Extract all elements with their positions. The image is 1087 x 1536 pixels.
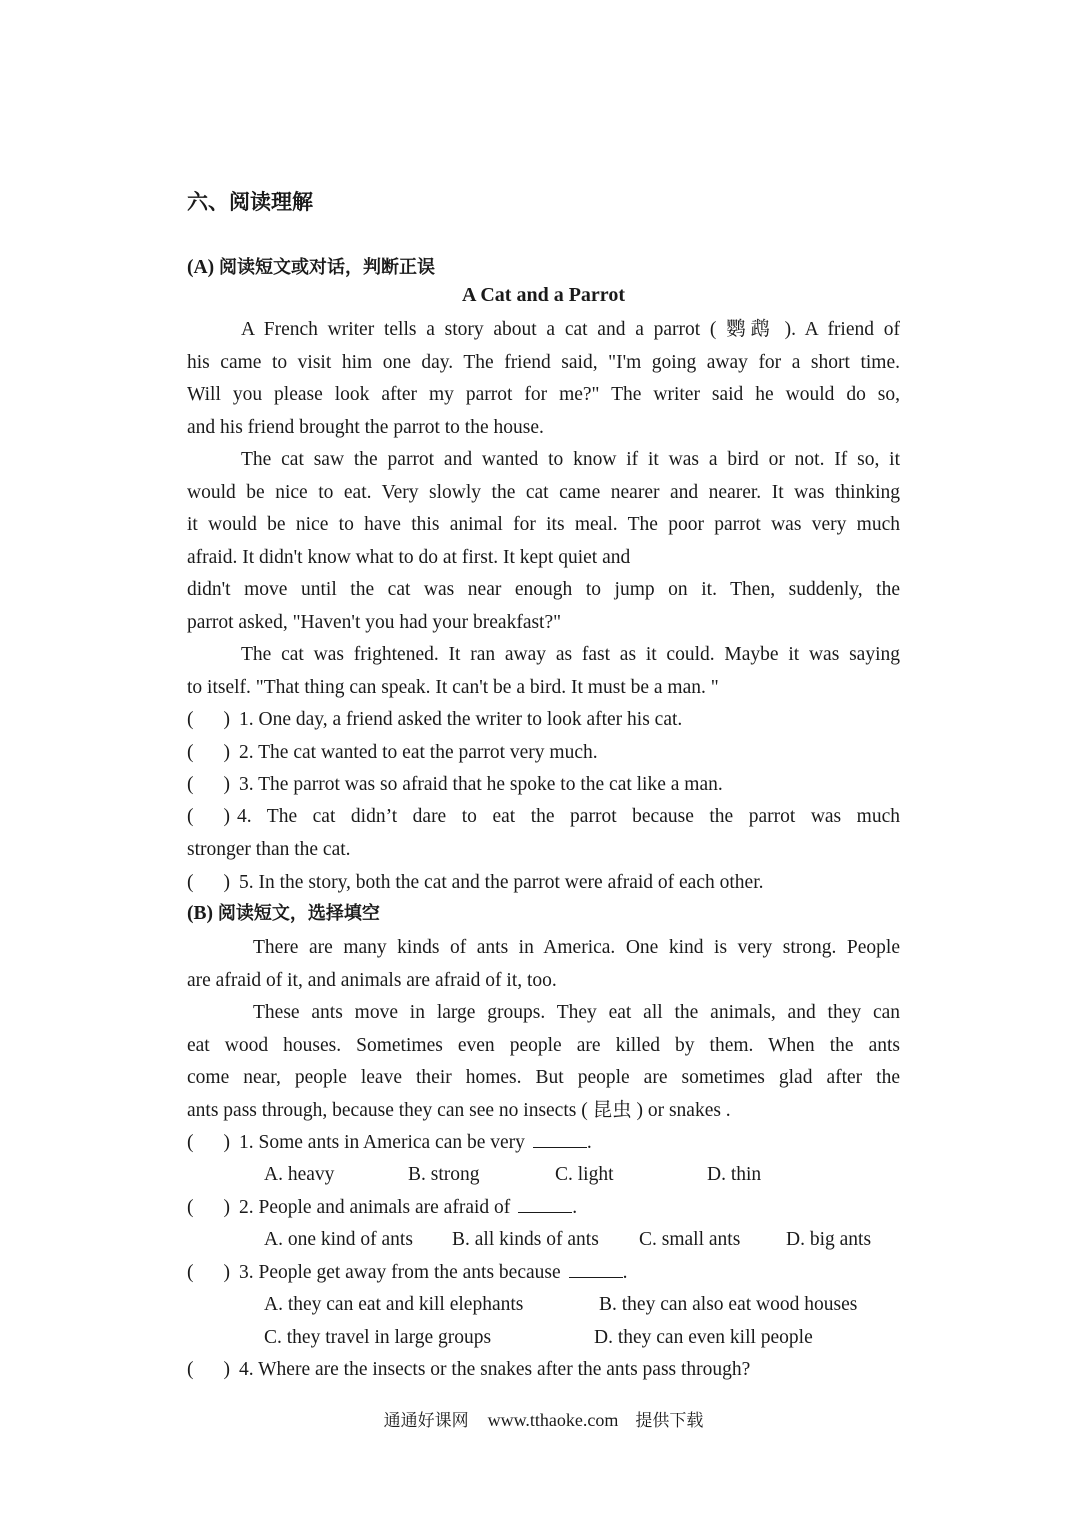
paragraph-line: There are many kinds of ants in America. One kind is very strong. People xyxy=(253,937,900,958)
option-b[interactable]: B. strong xyxy=(408,1164,480,1185)
question-text: 2. The cat wanted to eat the parrot very much. xyxy=(239,742,598,763)
paragraph-line: The cat was frightened. It ran away as fast as it could. Maybe it was saying xyxy=(241,644,900,665)
option-a[interactable]: A. heavy xyxy=(264,1164,335,1185)
answer-paren[interactable]: ( ) xyxy=(187,742,230,763)
paragraph-line: These ants move in large groups. They eat all the animals, and they can xyxy=(253,1002,900,1023)
question-text: 4. The cat didn’t dare to eat the parrot because the parrot was much xyxy=(237,806,900,827)
part-a-heading-prefix: (A) xyxy=(187,257,215,278)
story-title: A Cat and a Parrot xyxy=(462,284,625,306)
answer-paren[interactable]: ( ) xyxy=(187,1197,230,1218)
answer-blank[interactable] xyxy=(533,1129,587,1148)
option-d[interactable]: D. thin xyxy=(707,1164,762,1185)
choice-question-3: ( ) 3. People get away from the ants because . xyxy=(187,1257,628,1289)
paragraph-line: A French writer tells a story about a cat and a parrot ( 鹦鹉 ). A friend of xyxy=(241,319,900,340)
footer-site-name: 通通好课网 xyxy=(383,1411,469,1431)
paragraph-line: his came to visit him one day. The friend said, "I'm going away for a short time. xyxy=(187,351,900,373)
paragraph-line: it would be nice to have this animal for its meal. The poor parrot was very much xyxy=(187,514,900,536)
choice-question-2: ( ) 2. People and animals are afraid of . xyxy=(187,1192,577,1224)
paragraph-line: The cat saw the parrot and wanted to know if it was a bird or not. If so, it xyxy=(241,449,900,470)
paragraph-line: ants pass through, because they can see no insects ( 昆虫 ) or snakes . xyxy=(187,1099,731,1121)
option-b[interactable]: B. they can also eat wood houses xyxy=(599,1294,858,1315)
part-b-heading-prefix: (B) xyxy=(187,903,213,924)
option-c[interactable]: C. small ants xyxy=(639,1229,741,1250)
true-false-question-5 xyxy=(187,867,763,899)
question-text-continued: stronger than the cat. xyxy=(187,838,351,860)
option-a[interactable]: A. one kind of ants xyxy=(264,1229,413,1250)
part-a-heading xyxy=(187,253,435,279)
answer-paren[interactable]: ( ) xyxy=(187,709,230,730)
paragraph-line: eat wood houses. Sometimes even people are killed by them. When the ants xyxy=(187,1034,900,1056)
true-false-question-4 xyxy=(187,801,900,866)
question-text: 5. In the story, both the cat and the parrot were afraid of each other. xyxy=(239,872,764,893)
footer-download-text: 提供下载 xyxy=(635,1411,704,1431)
option-d[interactable]: D. big ants xyxy=(786,1229,872,1250)
option-b[interactable]: B. all kinds of ants xyxy=(452,1229,599,1250)
true-false-question-2 xyxy=(187,737,598,769)
true-false-question-3 xyxy=(187,769,723,801)
question-text: 3. The parrot was so afraid that he spoke to the cat like a man. xyxy=(239,774,723,795)
story-paragraph-2 xyxy=(187,444,900,640)
answer-paren[interactable]: ( ) xyxy=(187,1359,230,1380)
part-b-heading xyxy=(187,899,380,925)
paragraph-line: parrot asked, "Haven't you had your breakfast?" xyxy=(187,611,562,633)
question-text: 1. One day, a friend asked the writer to look after his cat. xyxy=(239,709,683,730)
answer-blank[interactable] xyxy=(518,1194,572,1213)
option-c[interactable]: C. light xyxy=(555,1164,614,1185)
passage-paragraph-1 xyxy=(187,932,900,997)
question-stem: 2. People and animals are afraid of xyxy=(239,1197,511,1218)
story-paragraph-3 xyxy=(187,639,900,704)
paragraph-line: come near, people leave their homes. But people are sometimes glad after the xyxy=(187,1067,900,1089)
answer-paren[interactable]: ( ) xyxy=(187,1132,230,1153)
part-a-heading-text: 阅读短文或对话，判断正误 xyxy=(218,257,435,278)
answer-blank[interactable] xyxy=(569,1259,623,1278)
question-stem: 4. Where are the insects or the snakes after the ants pass through? xyxy=(239,1359,751,1380)
paragraph-line: afraid. It didn't know what to do at first. It kept quiet and xyxy=(187,546,631,568)
choice-question-4 xyxy=(187,1354,750,1386)
page-footer xyxy=(0,1406,1087,1431)
section-title: 六、阅读理解 xyxy=(187,190,313,214)
part-b-heading-text: 阅读短文，选择填空 xyxy=(217,903,380,924)
paragraph-line: to itself. "That thing can speak. It can't be a bird. It must be a man. " xyxy=(187,676,719,698)
question-stem: 3. People get away from the ants because xyxy=(239,1262,561,1283)
paragraph-line: Will you please look after my parrot for me?" The writer said he would do so, xyxy=(187,384,900,406)
paragraph-line: are afraid of it, and animals are afraid of it, too. xyxy=(187,969,557,991)
question-stem: 1. Some ants in America can be very xyxy=(239,1132,525,1153)
option-a[interactable]: A. they can eat and kill elephants xyxy=(264,1294,524,1315)
choice-question-1: ( ) 1. Some ants in America can be very . xyxy=(187,1127,592,1159)
answer-paren[interactable]: ( ) xyxy=(187,774,230,795)
paragraph-line: and his friend brought the parrot to the house. xyxy=(187,416,544,438)
footer-url[interactable]: www.tthaoke.com xyxy=(487,1410,619,1430)
paragraph-line: didn't move until the cat was near enough to jump on it. Then, suddenly, the xyxy=(187,579,900,601)
answer-paren[interactable]: ( ) xyxy=(187,1262,230,1283)
option-c[interactable]: C. they travel in large groups xyxy=(264,1327,492,1348)
paragraph-line: would be nice to eat. Very slowly the cat came nearer and nearer. It was thinking xyxy=(187,481,900,503)
answer-paren[interactable]: ( ) xyxy=(187,872,230,893)
answer-paren[interactable]: ( ) xyxy=(187,806,230,827)
passage-paragraph-2 xyxy=(187,997,900,1127)
true-false-question-1 xyxy=(187,704,682,736)
story-paragraph-1 xyxy=(187,314,900,444)
option-d[interactable]: D. they can even kill people xyxy=(594,1327,813,1348)
